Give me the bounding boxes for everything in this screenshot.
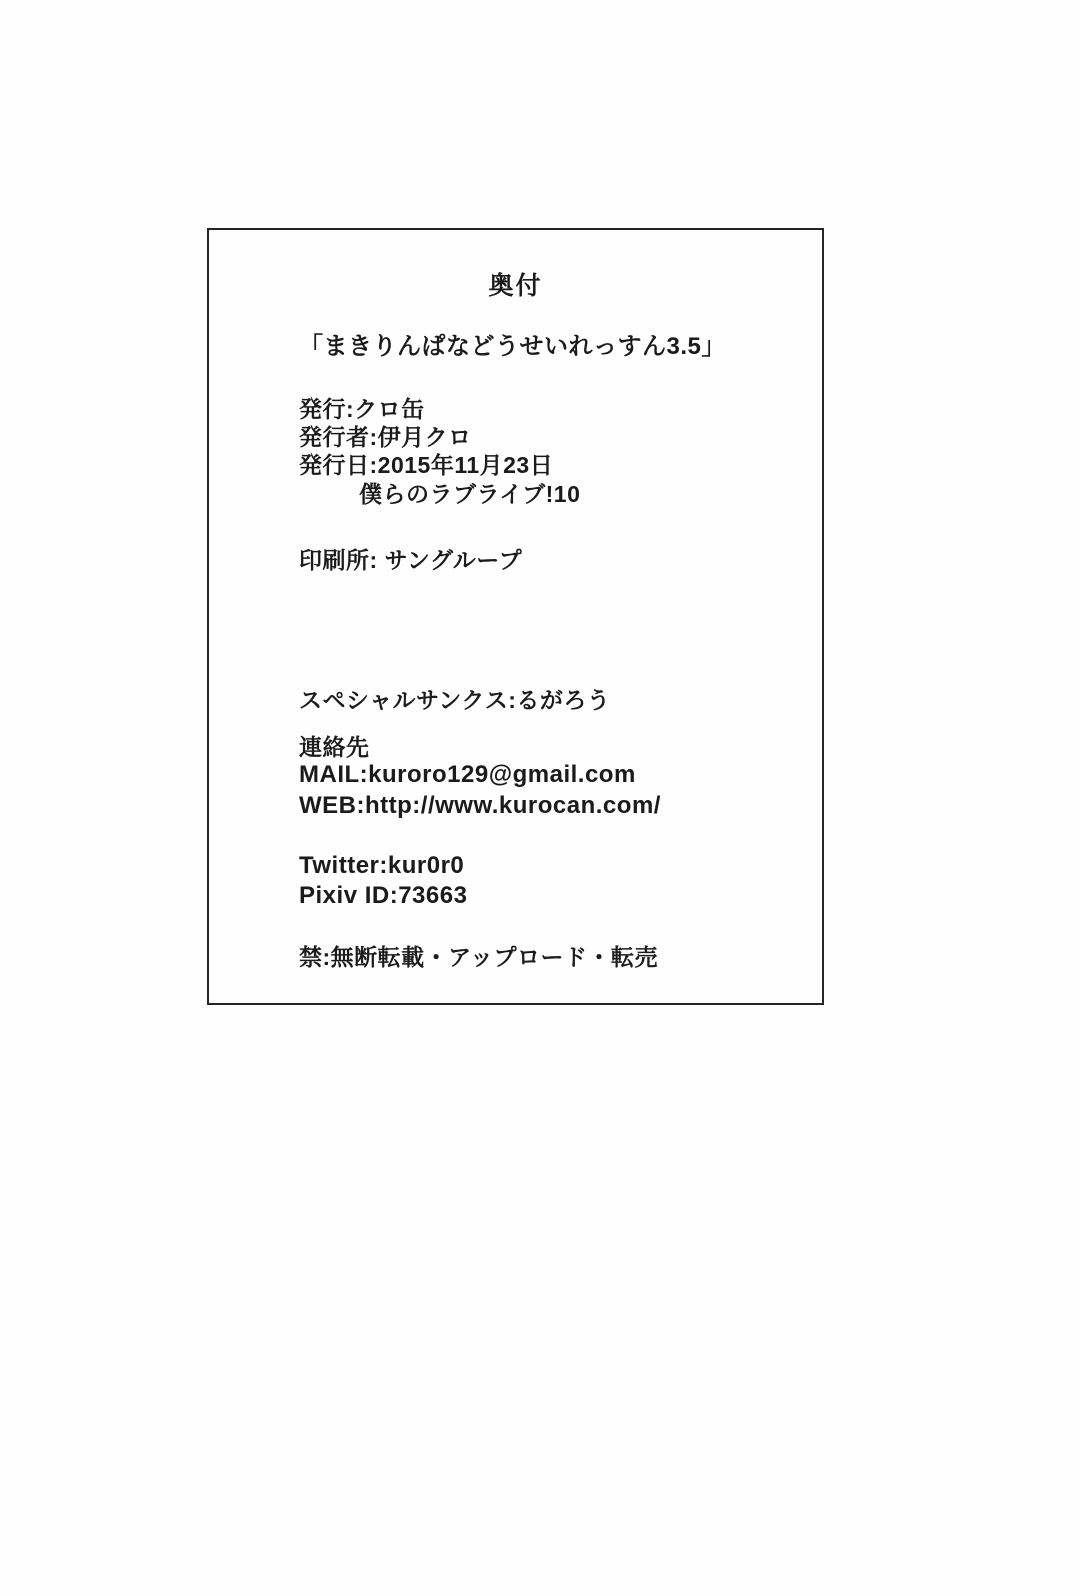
contact-web-line: WEB:http://www.kurocan.com/ <box>299 792 661 819</box>
author-line: 発行者:伊月クロ <box>299 424 472 450</box>
printer-line: 印刷所: サングループ <box>299 547 523 573</box>
event-line: 僕らのラブライブ!10 <box>359 481 581 507</box>
contact-heading: 連絡先 <box>299 734 370 760</box>
page-title: 奥付 <box>488 272 543 300</box>
twitter-line: Twitter:kur0r0 <box>299 852 465 879</box>
pixiv-line: Pixiv ID:73663 <box>299 882 468 909</box>
contact-mail-line: MAIL:kuroro129@gmail.com <box>299 761 636 788</box>
publisher-line: 発行:クロ缶 <box>299 396 425 422</box>
special-thanks-line: スペシャルサンクス:るがろう <box>299 687 611 713</box>
colophon-box <box>207 228 824 1005</box>
publication-date-line: 発行日:2015年11月23日 <box>299 452 554 478</box>
prohibition-line: 禁:無断転載・アップロード・転売 <box>299 944 659 970</box>
book-title: 「まきりんぱなどうせいれっすん3.5」 <box>299 333 726 360</box>
